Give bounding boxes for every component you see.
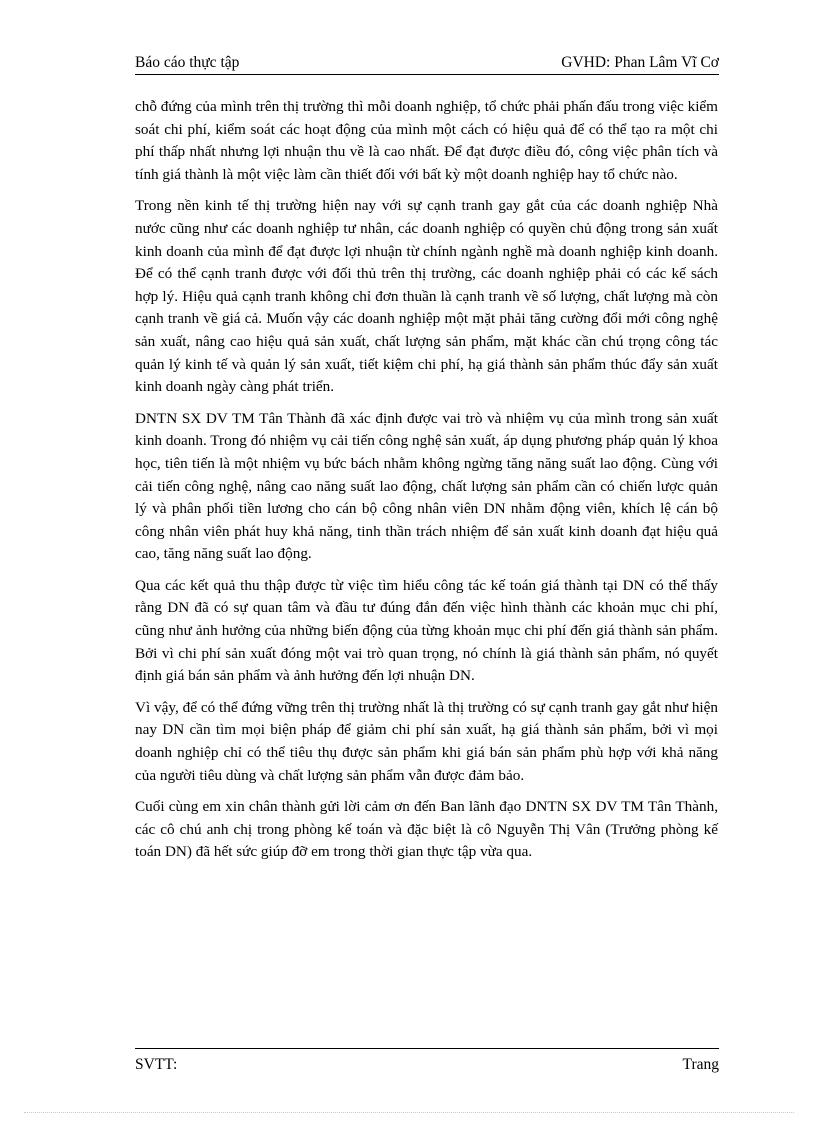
page-footer <box>135 1056 719 1074</box>
paragraph-3: DNTN SX DV TM Tân Thành đã xác định được vai trò và nhiệm vụ của mình trong sản xuất kinh doanh. Trong đó nhiệm vụ cải tiến công nghệ sản xuất, áp dụng phương pháp quản lý khoa học, tiên tiến là một nhiệm vụ bức bách nhằm không ngừng tăng năng suất lao động. Cùng với cải tiến công nghệ, nâng cao năng suất lao động, chất lượng sản phẩm cần có chiến lược quản lý và phân phối tiền lương cho cán bộ công nhân viên DN nhằm động viên, khích lệ cán bộ công nhân viên phát huy khả năng, tinh thần trách nhiệm để sản xuất kinh doanh đạt hiệu quả cao, tăng năng suất lao động. <box>135 409 718 563</box>
footer-page-label: Trang <box>682 1056 719 1073</box>
paragraph-6: Cuối cùng em xin chân thành gửi lời cảm ơn đến Ban lãnh đạo DNTN SX DV TM Tân Thành, các cô chú anh chị trong phòng kế toán và đặc biệt là cô Nguyễn Thị Vân (Trưởng phòng kế toán DN) đã hết sức giúp đỡ em trong thời gian thực tập vừa qua. <box>135 798 718 861</box>
header-report-title: Báo cáo thực tập <box>135 54 240 71</box>
paragraph-2: Trong nền kinh tế thị trường hiện nay với sự cạnh tranh gay gắt của các doanh nghiệp Nhà nước cũng như các doanh nghiệp tư nhân, các doanh nghiệp có quyền chủ động trong sản xuất kinh doanh của mình để đạt được lợi nhuận từ chính ngành nghề mà doanh nghiệp kinh doanh. Để có thể cạnh tranh được với đối thủ trên thị trường, các doanh nghiệp phải có các kế sách hợp lý. Hiệu quả cạnh tranh không chỉ đơn thuần là cạnh tranh về số lượng, chất lượng mà còn cạnh tranh về giá cả. Muốn vậy các doanh nghiệp một mặt phải tăng cường đổi mới công nghệ sản xuất, nâng cao hiệu quả sản xuất, chất lượng sản phẩm, mặt khác cần chú trọng công tác quản lý kinh tế và quản lý sản xuất, tiết kiệm chi phí, hạ giá thành sản phẩm thúc đẩy sản xuất kinh doanh ngày càng phát triển. <box>135 197 718 396</box>
footer-divider <box>135 1048 719 1049</box>
paragraph-1: chỗ đứng của mình trên thị trường thì mỗi doanh nghiệp, tổ chức phải phấn đấu trong việc kiểm soát chi phí, kiểm soát các hoạt động của mình một cách có hiệu quả để có thể tạo ra một chi phí thấp nhất nhưng lợi nhuận thu về là cao nhất. Để đạt được điều đó, công việc phân tích và tính giá thành là một việc làm cần thiết đối với bất kỳ một doanh nghiệp hay tổ chức nào. <box>135 98 718 183</box>
page-header <box>135 48 719 72</box>
header-divider <box>135 74 719 75</box>
footer-student-label: SVTT: <box>135 1056 178 1073</box>
paragraph-4: Qua các kết quả thu thập được từ việc tìm hiểu công tác kế toán giá thành tại DN có thể thấy rằng DN đã có sự quan tâm và đầu tư đúng đắn đến việc hình thành các khoản mục chi phí, cũng như ảnh hưởng của những biến động của từng khoản mục chi phí đến giá thành sản phẩm. Bởi vì chi phí sản xuất đóng một vai trò quan trọng, nó chính là giá thành sản phẩm, nó quyết định giá bán sản phẩm và ảnh hưởng đến lợi nhuận DN. <box>135 576 718 685</box>
paragraph-5: Vì vậy, để có thể đứng vững trên thị trường nhất là thị trường có sự cạnh tranh gay gắt như hiện nay DN cần tìm mọi biện pháp để giảm chi phí sản xuất, hạ giá thành sản phẩm, bởi vì mọi doanh nghiệp chỉ có thể tiêu thụ được sản phẩm khi giá bán sản phẩm phù hợp với khả năng của người tiêu dùng và chất lượng sản phẩm vẫn được đảm bảo. <box>135 698 718 784</box>
page-boundary <box>24 1112 794 1113</box>
document-body <box>135 96 718 873</box>
header-advisor: GVHD: Phan Lâm Vĩ Cơ <box>561 54 719 71</box>
